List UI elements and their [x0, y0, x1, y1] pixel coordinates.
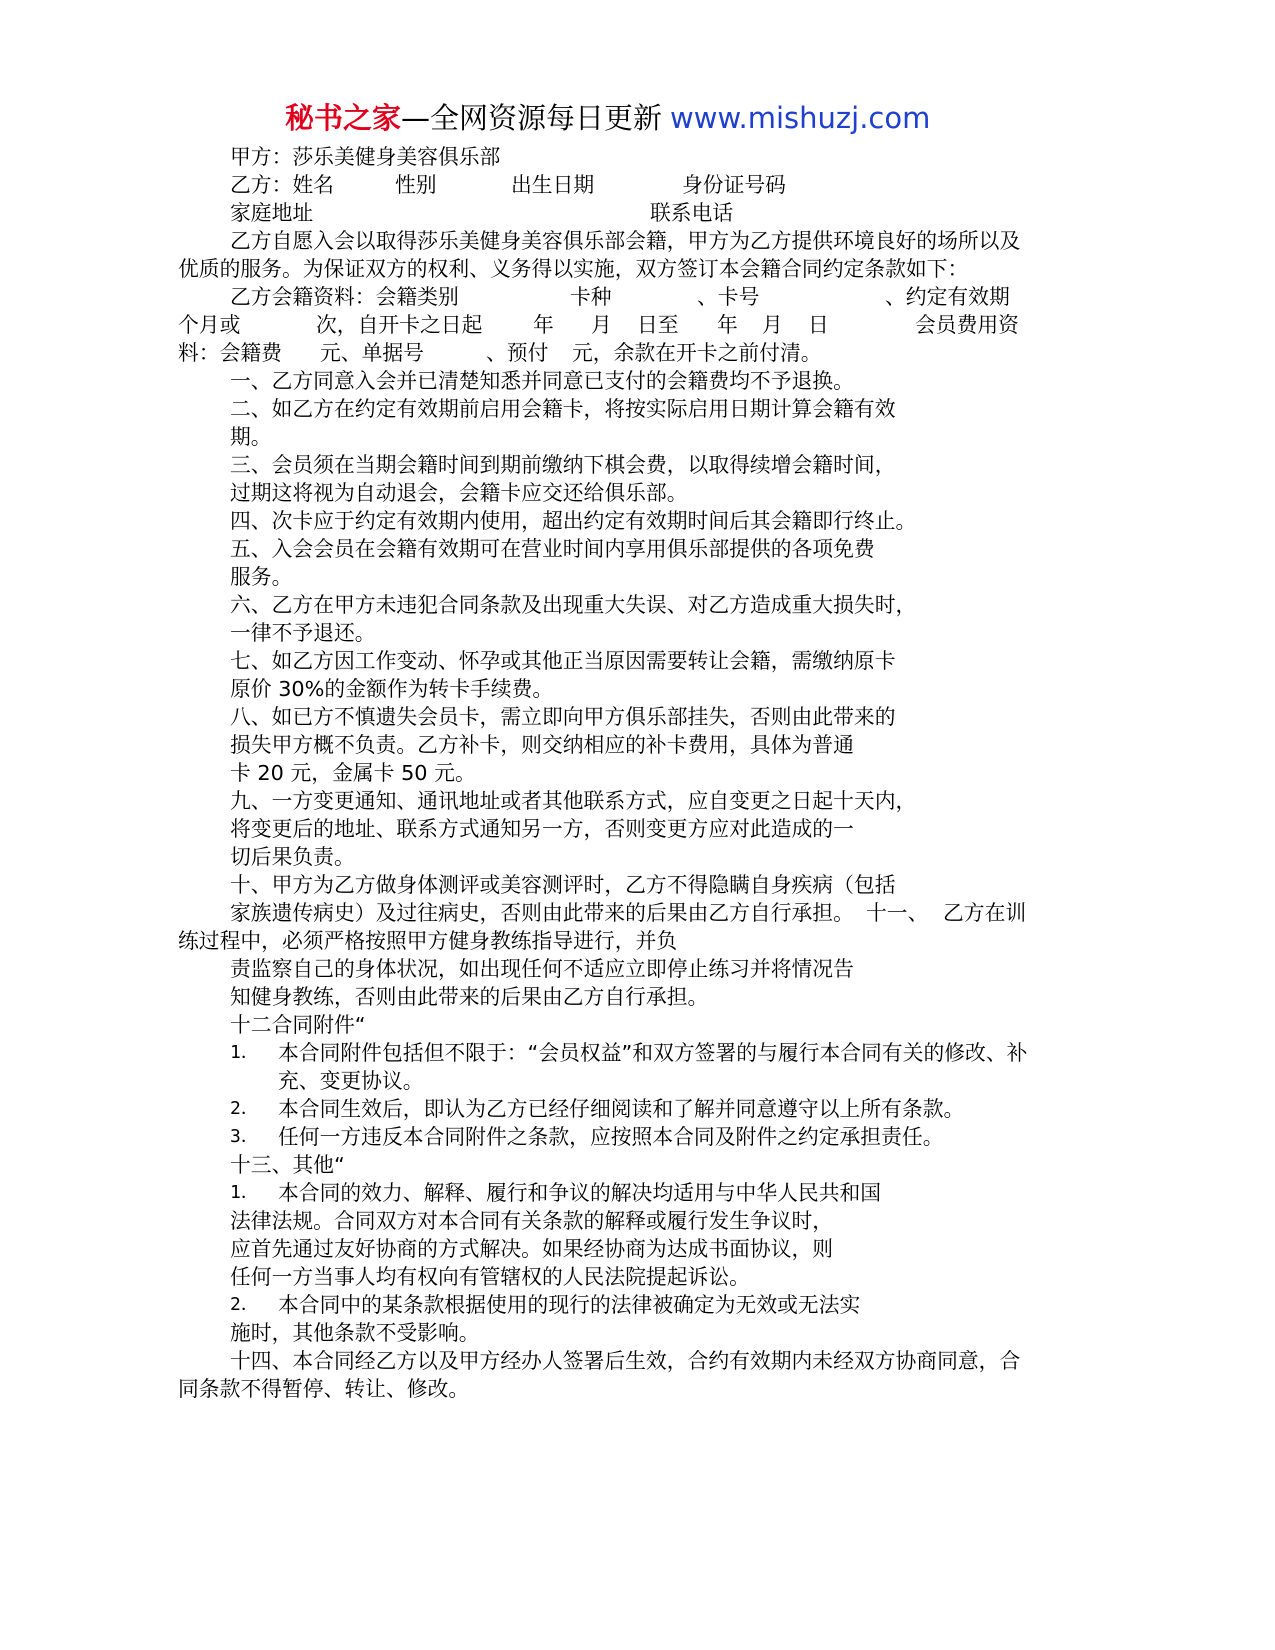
clause-line: 损失甲方概不负责。乙方补卡，则交纳相应的补卡费用，具体为普通 — [230, 733, 854, 757]
balance-label: 元，余款在开卡之前付清。 — [572, 341, 822, 365]
clause-line: 切后果负责。 — [230, 845, 355, 869]
receipt-number-label: 元、单据号 — [320, 341, 424, 365]
clause-line: 过期这将视为自动退会，会籍卡应交还给俱乐部。 — [230, 481, 688, 505]
clause-line: 五、入会会员在会籍有效期可在营业时间内享用俱乐部提供的各项免费 — [230, 537, 875, 561]
clause-line: 二、如乙方在约定有效期前启用会籍卡，将按实际启用日期计算会籍有效 — [230, 397, 896, 421]
clause-line: 七、如乙方因工作变动、怀孕或其他正当原因需要转让会籍，需缴纳原卡 — [230, 649, 896, 673]
section-title: 十二合同附件“ — [230, 1013, 366, 1037]
item-text: 应首先通过友好协商的方式解决。如果经协商为达成书面协议，则 — [230, 1237, 834, 1261]
clause-line: 一律不予退还。 — [230, 621, 376, 645]
clause-line: 十、甲方为乙方做身体测评或美容测评时，乙方不得隐瞒自身疾病（包括 — [230, 873, 896, 897]
page-header — [285, 98, 930, 138]
prepaid-label: 、预付 — [486, 341, 549, 365]
fee-info-label: 会员费用资 — [915, 313, 1019, 337]
membership-type-label: 乙方会籍资料：会籍类别 — [230, 285, 459, 309]
item-text: 任何一方违反本合同附件之条款，应按照本合同及附件之约定承担责任。 — [278, 1125, 944, 1149]
party-b-id-label: 身份证号码 — [682, 173, 786, 197]
clause-line: 原价 30%的金额作为转卡手续费。 — [230, 677, 554, 701]
clause-line: 九、一方变更通知、通讯地址或者其他联系方式，应自变更之日起十天内， — [230, 789, 917, 813]
item-text: 充、变更协议。 — [278, 1069, 424, 1093]
months-label: 个月或 — [178, 313, 241, 337]
clause-line: 练过程中，必须严格按照甲方健身教练指导进行，并负 — [178, 929, 678, 953]
clause-line: 乙方在训 — [943, 901, 1027, 925]
clause-line: 十四、本合同经乙方以及甲方经办人签署后生效，合约有效期内未经双方协商同意，合 — [230, 1349, 1021, 1373]
item-text: 本合同的效力、解释、履行和争议的解决均适用与中华人民共和国 — [278, 1181, 882, 1205]
clause-line: 四、次卡应于约定有效期内使用，超出约定有效期时间后其会籍即行终止。 — [230, 509, 917, 533]
item-number: 3． — [230, 1126, 259, 1147]
intro-line: 乙方自愿入会以取得莎乐美健身美容俱乐部会籍，甲方为乙方提供环境良好的场所以及 — [230, 229, 1021, 253]
item-text: 任何一方当事人均有权向有管辖权的人民法院提起诉讼。 — [230, 1265, 750, 1289]
item-text: 法律法规。合同双方对本合同有关条款的解释或履行发生争议时， — [230, 1209, 834, 1233]
clause-line: 家族遗传病史）及过往病史，否则由此带来的后果由乙方自行承担。 — [230, 901, 854, 925]
membership-fee-label: 料：会籍费 — [178, 341, 282, 365]
start-day-label: 日至 — [637, 313, 679, 337]
item-text: 施时，其他条款不受影响。 — [230, 1321, 480, 1345]
item-text: 本合同生效后，即认为乙方已经仔细阅读和了解并同意遵守以上所有条款。 — [278, 1097, 965, 1121]
site-url-link[interactable]: www.mishuzj.com — [670, 101, 931, 135]
party-b-birth-label: 出生日期 — [511, 173, 595, 197]
clause-line: 知健身教练，否则由此带来的后果由乙方自行承担。 — [230, 985, 709, 1009]
item-text: 本合同附件包括但不限于：“会员权益”和双方签署的与履行本合同有关的修改、补 — [278, 1041, 1028, 1065]
clause-line: 三、会员须在当期会籍时间到期前缴纳下棋会费，以取得续增会籍时间， — [230, 453, 896, 477]
header-tagline: —全网资源每日更新 — [401, 101, 663, 135]
item-number: 2． — [230, 1294, 259, 1315]
address-label: 家庭地址 — [230, 201, 314, 225]
clause-line: 将变更后的地址、联系方式通知另一方，否则变更方应对此造成的一 — [230, 817, 854, 841]
party-b-name-label: 乙方：姓名 — [230, 173, 334, 197]
item-number: 2． — [230, 1098, 259, 1119]
end-month-label: 月 — [762, 313, 783, 337]
party-b-gender-label: 性别 — [395, 173, 437, 197]
clause-line: 八、如已方不慎遗失会员卡，需立即向甲方俱乐部挂失，否则由此带来的 — [230, 705, 896, 729]
end-year-label: 年 — [717, 313, 738, 337]
section-title: 十三、其他“ — [230, 1153, 345, 1177]
clause-line: 六、乙方在甲方未违犯合同条款及出现重大失误、对乙方造成重大损失时， — [230, 593, 917, 617]
card-number-label: 、卡号 — [697, 285, 760, 309]
clause-line: 同条款不得暂停、转让、修改。 — [178, 1377, 470, 1401]
validity-label: 、约定有效期 — [885, 285, 1010, 309]
start-month-label: 月 — [591, 313, 612, 337]
clause-line: 期。 — [230, 425, 272, 449]
clause-line: 服务。 — [230, 565, 293, 589]
clause-line: 一、乙方同意入会并已清楚知悉并同意已支付的会籍费均不予退换。 — [230, 369, 854, 393]
intro-line: 优质的服务。为保证双方的权利、义务得以实施，双方签订本会籍合同约定条款如下： — [178, 257, 969, 281]
card-kind-label: 卡种 — [570, 285, 612, 309]
clause-line: 卡 20 元，金属卡 50 元。 — [230, 761, 476, 785]
clause-11-number: 十一、 — [866, 901, 929, 925]
party-a-line: 甲方：莎乐美健身美容俱乐部 — [230, 145, 501, 169]
clause-line: 责监察自己的身体状况，如出现任何不适应立即停止练习并将情况告 — [230, 957, 854, 981]
brand-name: 秘书之家 — [285, 101, 402, 135]
phone-label: 联系电话 — [650, 201, 734, 225]
end-day-label: 日 — [808, 313, 829, 337]
item-number: 1． — [230, 1042, 259, 1063]
times-label: 次，自开卡之日起 — [316, 313, 483, 337]
item-text: 本合同中的某条款根据使用的现行的法律被确定为无效或无法实 — [278, 1293, 861, 1317]
item-number: 1． — [230, 1182, 259, 1203]
start-year-label: 年 — [533, 313, 554, 337]
